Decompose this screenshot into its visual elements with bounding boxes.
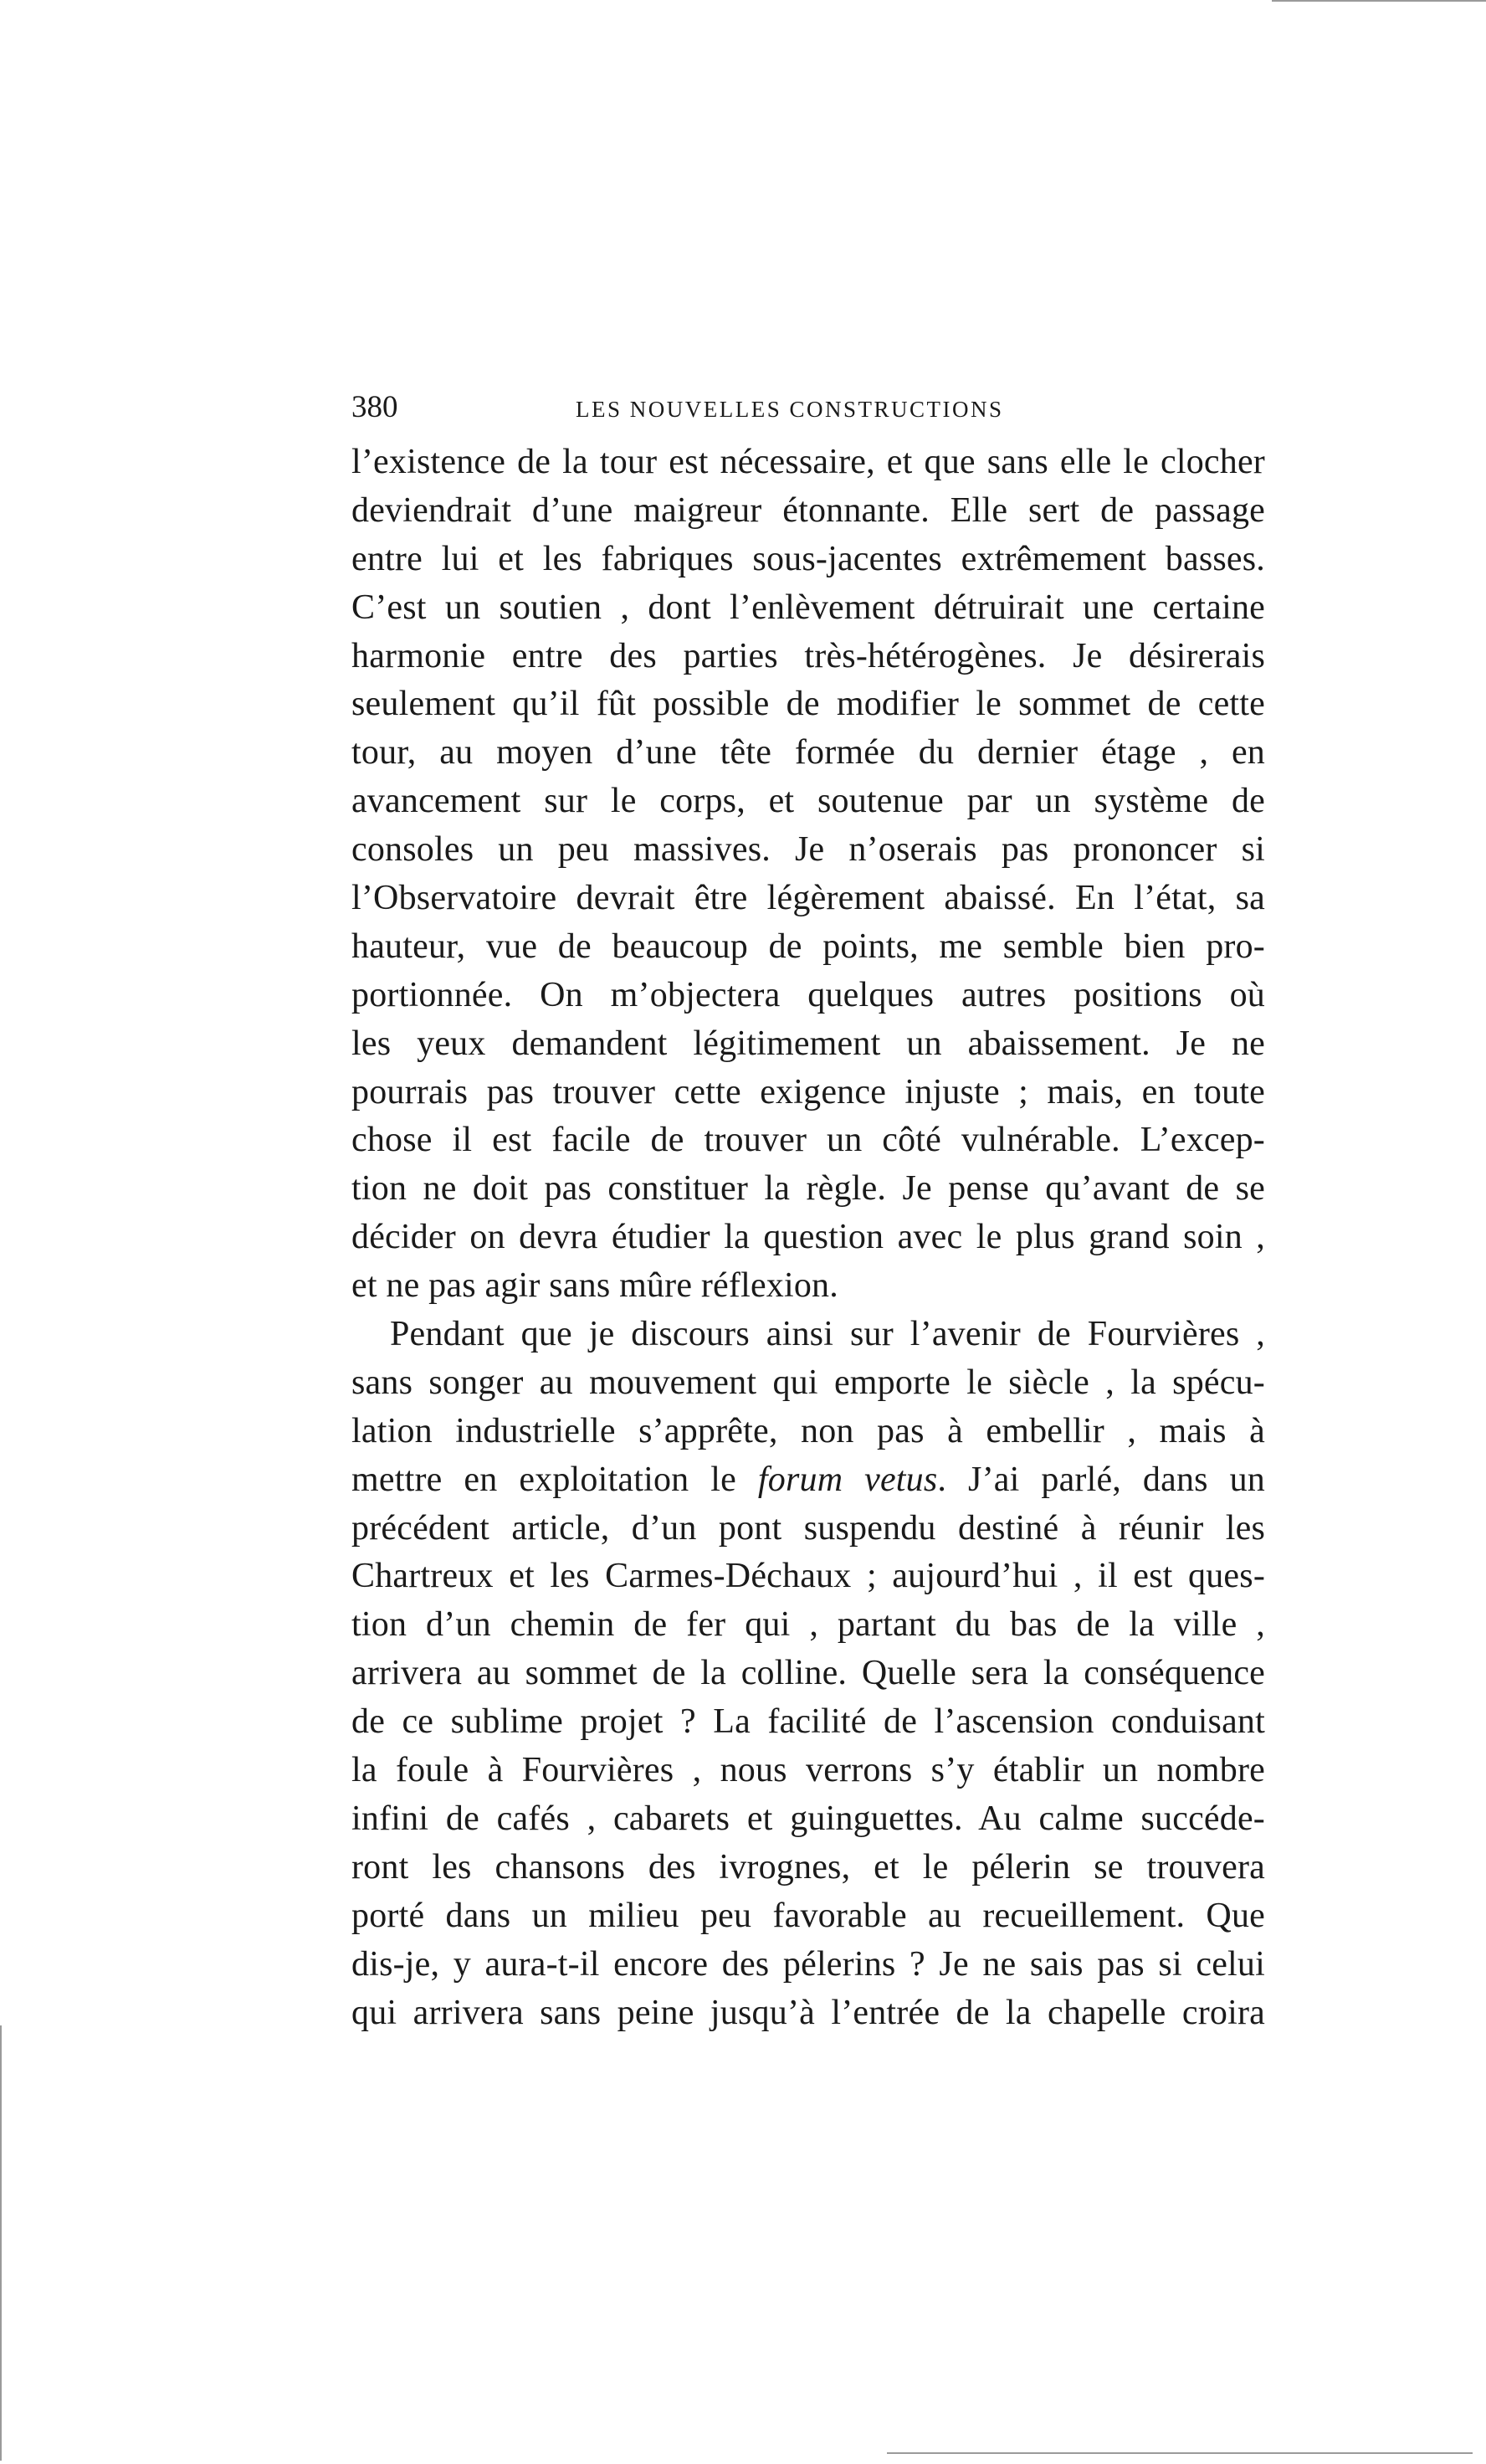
text-line: seulement qu’il fût possible de modifier le sommet de cette bbox=[351, 685, 1265, 724]
italic-phrase: forum vetus bbox=[757, 1460, 938, 1499]
text-line: hauteur, vue de beaucoup de points, me semble bien pro- bbox=[351, 927, 1265, 966]
text-line: pourrais pas trouver cette exigence injuste ; mais, en toute bbox=[351, 1072, 1265, 1111]
page-number: 380 bbox=[351, 390, 398, 424]
text-line: entre lui et les fabriques sous-jacentes extrêmement basses. bbox=[351, 539, 1265, 578]
scan-edge-bottom bbox=[887, 2452, 1473, 2454]
text-line: Chartreux et les Carmes-Déchaux ; aujourd’hui , il est ques- bbox=[351, 1557, 1265, 1596]
text-line: tion d’un chemin de fer qui , partant du bas de la ville , bbox=[351, 1605, 1265, 1645]
scan-edge-top bbox=[1272, 0, 1486, 2]
text-line: chose il est facile de trouver un côté vulnérable. L’excep- bbox=[351, 1121, 1265, 1160]
text-line: deviendrait d’une maigreur étonnante. Elle sert de passage bbox=[351, 490, 1265, 530]
text-line: décider on devra étudier la question avec le plus grand soin , bbox=[351, 1218, 1265, 1257]
scan-edge-left bbox=[0, 2025, 2, 2461]
text-line: précédent article, d’un pont suspendu destiné à réunir les bbox=[351, 1508, 1265, 1548]
text-line: harmonie entre des parties très-hétérogènes. Je désirerais bbox=[351, 636, 1265, 675]
text-line: dis-je, y aura-t-il encore des pélerins ? Je ne sais pas si celui bbox=[351, 1944, 1265, 1984]
text-line: arrivera au sommet de la colline. Quelle sera la conséquence bbox=[351, 1654, 1265, 1693]
text-line: consoles un peu massives. Je n’oserais pas prononcer si bbox=[351, 830, 1265, 870]
text-line: de ce sublime projet ? La facilité de l’ascension conduisant bbox=[351, 1702, 1265, 1742]
text-line: C’est un soutien , dont l’enlèvement détruirait une certaine bbox=[351, 588, 1265, 627]
paragraph-end-line: et ne pas agir sans mûre réflexion. bbox=[351, 1266, 838, 1306]
text-line: l’existence de la tour est nécessaire, et que sans elle le clocher bbox=[351, 443, 1265, 481]
text-line: sans songer au mouvement qui emporte le siècle , la spécu- bbox=[351, 1363, 1265, 1402]
running-head: LES NOUVELLES CONSTRUCTIONS bbox=[576, 397, 1004, 422]
text-line: portionnée. On m’objectera quelques autres positions où bbox=[351, 975, 1265, 1014]
text-line: ront les chansons des ivrognes, et le pélerin se trouvera bbox=[351, 1847, 1265, 1887]
text-line: mettre en exploitation le forum vetus. J’ai parlé, dans un bbox=[351, 1460, 1265, 1499]
text-line: avancement sur le corps, et soutenue par un système de bbox=[351, 782, 1265, 821]
text-line: l’Observatoire devrait être légèrement abaissé. En l’état, sa bbox=[351, 879, 1265, 918]
text-line: lation industrielle s’apprête, non pas à embellir , mais à bbox=[351, 1411, 1265, 1450]
text-line: tour, au moyen d’une tête formée du dernier étage , en bbox=[351, 733, 1265, 773]
text-line: la foule à Fourvières , nous verrons s’y établir un nombre bbox=[351, 1751, 1265, 1790]
text-line: porté dans un milieu peu favorable au recueillement. Que bbox=[351, 1896, 1265, 1935]
paragraph-start-line: Pendant que je discours ainsi sur l’avenir de Fourvières , bbox=[390, 1315, 1265, 1354]
text-line: tion ne doit pas constituer la règle. Je pense qu’avant de se bbox=[351, 1169, 1265, 1209]
text-line: infini de cafés , cabarets et guinguettes. Au calme succéde- bbox=[351, 1799, 1265, 1838]
text-line: les yeux demandent légitimement un abaissement. Je ne bbox=[351, 1024, 1265, 1063]
body-text bbox=[351, 439, 1265, 2037]
page-header bbox=[351, 387, 1038, 429]
text-line: qui arrivera sans peine jusqu’à l’entrée de la chapelle croira bbox=[351, 1993, 1265, 2032]
